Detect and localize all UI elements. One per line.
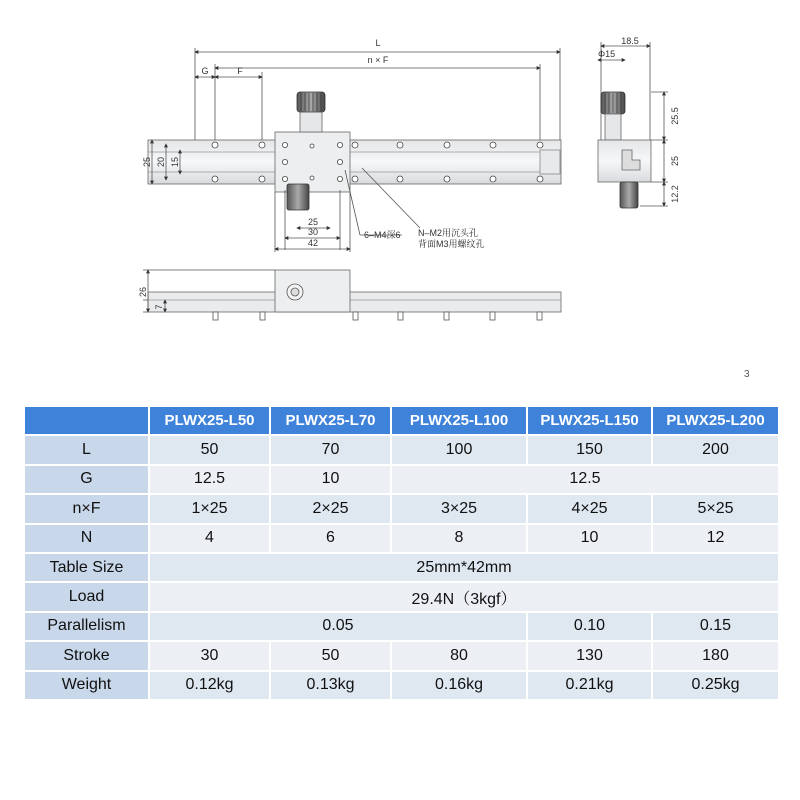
table-cell: 29.4N（3kgf） xyxy=(149,582,779,611)
row-label: G xyxy=(24,465,149,494)
table-cell: 5×25 xyxy=(652,494,779,523)
table-cell: 12.5 xyxy=(149,465,270,494)
row-label: N xyxy=(24,524,149,553)
dim-h15: 15 xyxy=(170,156,180,168)
dim-G: G xyxy=(201,66,209,76)
row-label: Load xyxy=(24,582,149,611)
dim-w18-5: 18.5 xyxy=(621,36,639,46)
table-cell: 12.5 xyxy=(391,465,779,494)
dim-phi15: Φ15 xyxy=(598,49,616,59)
table-cell: 0.15 xyxy=(652,612,779,641)
header-model: PLWX25-L150 xyxy=(527,406,652,435)
table-cell: 0.12kg xyxy=(149,671,270,700)
table-cell: 4 xyxy=(149,524,270,553)
dim-h12-2: 12.2 xyxy=(670,185,680,203)
dim-h25-side: 25 xyxy=(670,155,680,167)
dim-h20: 20 xyxy=(156,156,166,168)
table-row xyxy=(24,494,779,523)
dim-h25: 25 xyxy=(142,156,152,168)
table-cell: 70 xyxy=(270,435,391,464)
header-model: PLWX25-L100 xyxy=(391,406,527,435)
row-label: Weight xyxy=(24,671,149,700)
callout-m2-line1: N–M2用沉头孔 xyxy=(418,228,479,238)
table-cell: 0.13kg xyxy=(270,671,391,700)
front-view xyxy=(143,270,561,320)
dim-h26: 26 xyxy=(138,286,148,298)
row-label: Table Size xyxy=(24,553,149,582)
table-row xyxy=(24,465,779,494)
table-header-row xyxy=(24,406,779,435)
table-cell: 0.05 xyxy=(149,612,527,641)
header-model: PLWX25-L200 xyxy=(652,406,779,435)
callout-m2-line2: 背面M3用螺纹孔 xyxy=(418,239,485,249)
dim-w25: 25 xyxy=(307,217,319,227)
row-label: L xyxy=(24,435,149,464)
table-cell: 200 xyxy=(652,435,779,464)
table-cell: 3×25 xyxy=(391,494,527,523)
table-cell: 100 xyxy=(391,435,527,464)
table-row xyxy=(24,582,779,611)
dim-w42: 42 xyxy=(307,238,319,248)
table-cell: 0.10 xyxy=(527,612,652,641)
dim-F: F xyxy=(237,66,243,76)
table-cell: 80 xyxy=(391,641,527,670)
table-cell: 0.16kg xyxy=(391,671,527,700)
page-number: 3 xyxy=(744,369,750,380)
spec-table xyxy=(23,405,780,701)
technical-drawing xyxy=(0,0,800,380)
table-row xyxy=(24,612,779,641)
table-cell: 180 xyxy=(652,641,779,670)
table-row xyxy=(24,435,779,464)
table-cell: 10 xyxy=(270,465,391,494)
row-label: Stroke xyxy=(24,641,149,670)
table-row xyxy=(24,641,779,670)
table-row xyxy=(24,671,779,700)
header-model: PLWX25-L70 xyxy=(270,406,391,435)
row-label: Parallelism xyxy=(24,612,149,641)
top-view xyxy=(148,48,561,252)
table-cell: 8 xyxy=(391,524,527,553)
table-cell: 12 xyxy=(652,524,779,553)
table-cell: 0.21kg xyxy=(527,671,652,700)
row-label: n×F xyxy=(24,494,149,523)
dim-h25-5: 25.5 xyxy=(670,107,680,125)
table-row xyxy=(24,553,779,582)
table-cell: 0.25kg xyxy=(652,671,779,700)
table-cell: 25mm*42mm xyxy=(149,553,779,582)
callout-m4: 6–M4深6 xyxy=(364,230,401,240)
table-row xyxy=(24,524,779,553)
dim-L: L xyxy=(375,38,381,48)
header-model: PLWX25-L50 xyxy=(149,406,270,435)
table-cell: 50 xyxy=(270,641,391,670)
table-cell: 10 xyxy=(527,524,652,553)
header-corner xyxy=(24,406,149,435)
table-cell: 50 xyxy=(149,435,270,464)
table-cell: 130 xyxy=(527,641,652,670)
dim-nF: n × F xyxy=(367,55,389,65)
dim-h7: 7 xyxy=(154,304,164,310)
side-view xyxy=(598,42,668,208)
table-cell: 1×25 xyxy=(149,494,270,523)
table-cell: 30 xyxy=(149,641,270,670)
table-cell: 4×25 xyxy=(527,494,652,523)
table-cell: 6 xyxy=(270,524,391,553)
table-cell: 2×25 xyxy=(270,494,391,523)
table-cell: 150 xyxy=(527,435,652,464)
dim-w30: 30 xyxy=(307,227,319,237)
